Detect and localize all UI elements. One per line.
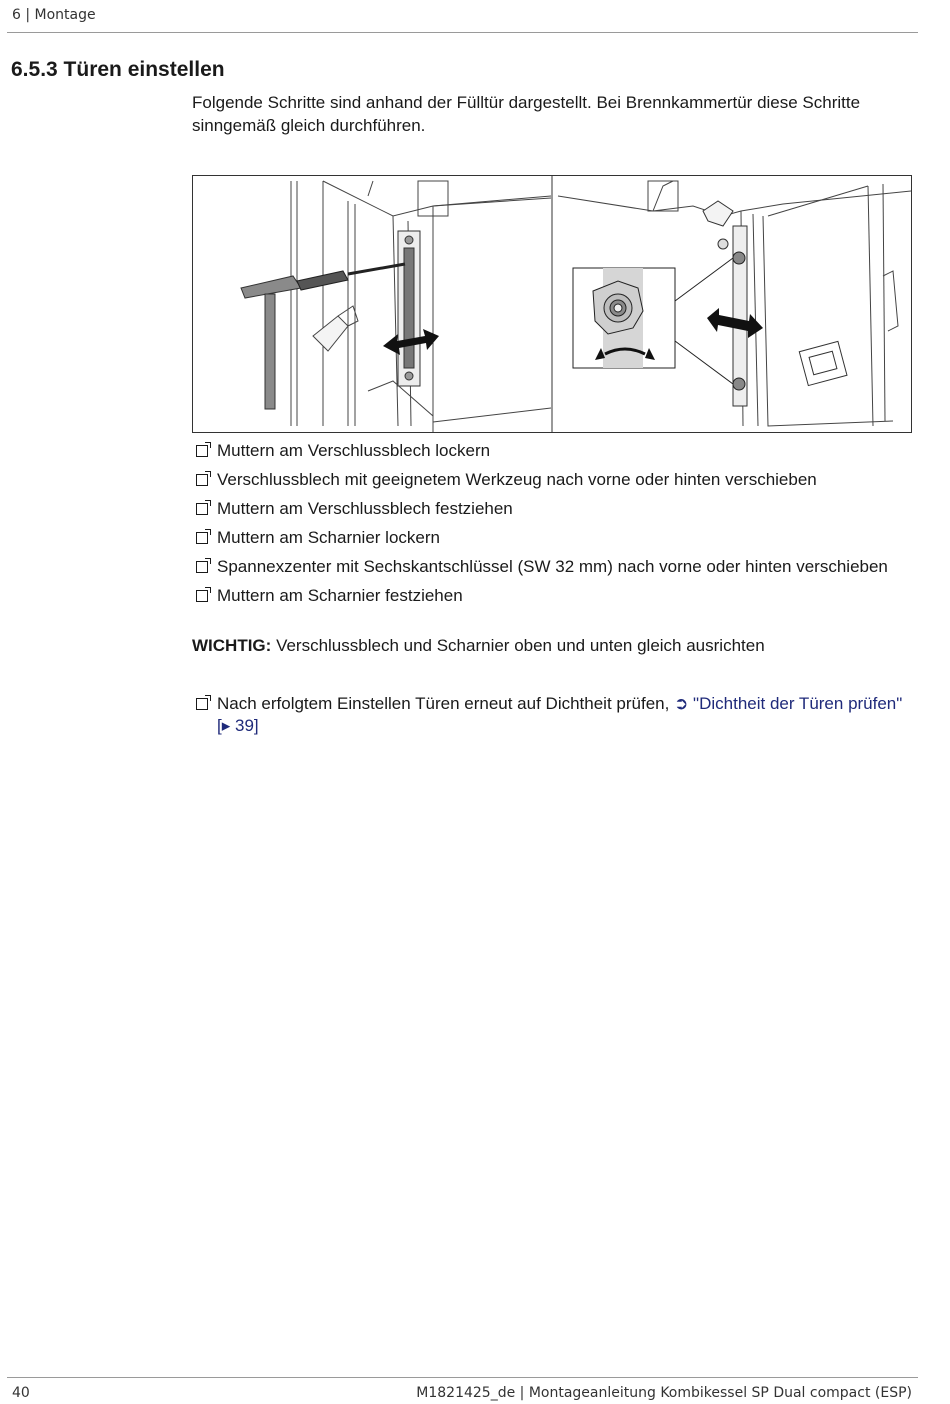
step-text: Muttern am Scharnier festziehen bbox=[217, 586, 463, 605]
checkbox-icon bbox=[196, 445, 208, 457]
link-page: 39] bbox=[235, 716, 259, 735]
list-item bbox=[196, 527, 912, 549]
list-item bbox=[196, 469, 912, 491]
step-text: Spannexzenter mit Sechskantschlüssel (SW 32 mm) nach vorne oder hinten verschieben bbox=[217, 557, 888, 576]
checkbox-icon bbox=[196, 590, 208, 602]
running-header: 6 | Montage bbox=[12, 7, 96, 23]
page-number: 40 bbox=[12, 1385, 30, 1401]
door-adjustment-figure bbox=[192, 175, 912, 433]
checkbox-icon bbox=[196, 503, 208, 515]
checkbox-icon bbox=[196, 532, 208, 544]
right-illustration-hinge bbox=[558, 181, 911, 426]
final-step-text: Nach erfolgtem Einstellen Türen erneut auf Dichtheit prüfen, bbox=[217, 694, 670, 713]
document-reference: M1821425_de | Montageanleitung Kombikessel SP Dual compact (ESP) bbox=[416, 1385, 912, 1401]
left-illustration-closure-plate bbox=[241, 181, 551, 432]
list-item bbox=[196, 585, 912, 607]
intro-paragraph: Folgende Schritte sind anhand der Fülltür dargestellt. Bei Brennkammertür diese Schritte sinngemäß gleich durchführen. bbox=[192, 93, 861, 135]
step-text: Muttern am Scharnier lockern bbox=[217, 528, 440, 547]
section-title: 6.5.3 Türen einstellen bbox=[11, 58, 225, 81]
step-text: Verschlussblech mit geeignetem Werkzeug nach vorne oder hinten verschieben bbox=[217, 470, 817, 489]
link-text: "Dichtheit der Türen prüfen" [ bbox=[217, 694, 903, 735]
checkbox-icon bbox=[196, 561, 208, 573]
important-note bbox=[192, 635, 765, 657]
step-list bbox=[196, 440, 912, 614]
checkbox-icon bbox=[196, 698, 208, 710]
checkbox-icon bbox=[196, 474, 208, 486]
list-item bbox=[196, 556, 912, 578]
list-item bbox=[196, 440, 912, 462]
footer-rule bbox=[7, 1377, 918, 1378]
list-item bbox=[196, 693, 912, 737]
play-icon: ▸ bbox=[221, 716, 231, 735]
important-text: Verschlussblech und Scharnier oben und unten gleich ausrichten bbox=[276, 636, 765, 655]
arrow-right-icon: ➲ bbox=[674, 694, 689, 713]
list-item bbox=[196, 498, 912, 520]
final-step-list bbox=[196, 693, 912, 737]
step-text: Muttern am Verschlussblech lockern bbox=[217, 441, 491, 460]
important-label: WICHTIG: bbox=[192, 636, 272, 655]
header-rule bbox=[7, 32, 918, 33]
step-text: Muttern am Verschlussblech festziehen bbox=[217, 499, 513, 518]
